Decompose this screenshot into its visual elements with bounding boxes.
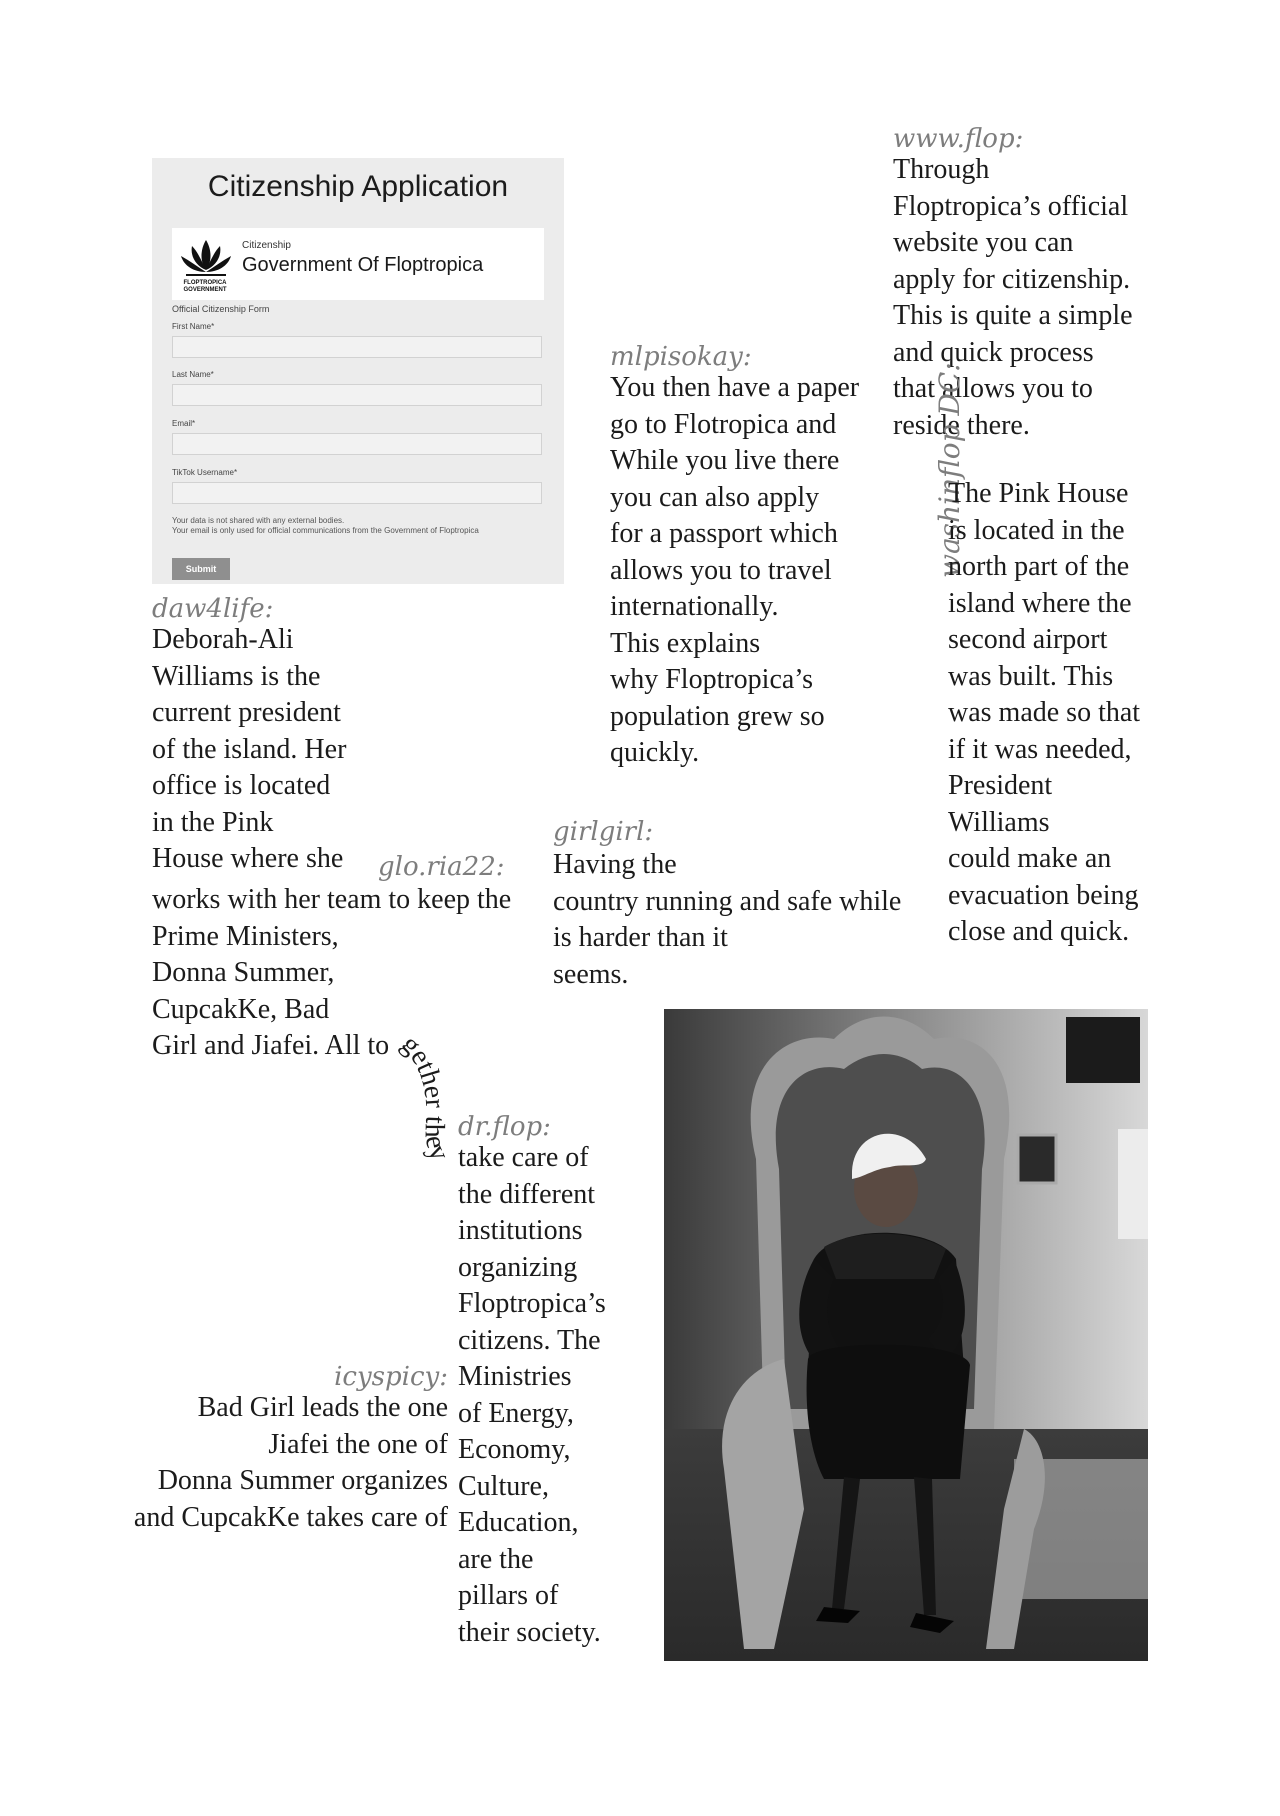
author-girlgirl: girlgirl: [553,817,654,847]
text-line: seems. [553,958,629,990]
text-line: Through [893,154,990,185]
text-line: This is quite a simple [893,300,1133,331]
text-line: island where the [948,587,1132,619]
text-line: if it was needed, [948,733,1132,765]
text-line: Having the [553,849,677,880]
privacy-note-line2: Your email is only used for official communications from the Government of Floptropica [172,526,479,535]
text-line: citizens. The [458,1324,601,1356]
banner-subtitle: Citizenship [242,240,291,251]
logo-caption: FLOPTROPICA GOVERNMENT [183,280,227,293]
banner-title: Government Of Floptropica [242,254,484,276]
president-throne-photo [664,1009,1148,1661]
text-line: Ministries [458,1361,572,1392]
text-line: close and quick. [948,916,1130,947]
text-line: go to Flotropica and [610,408,837,440]
email-label: Email* [172,419,196,428]
text-line: institutions [458,1215,583,1246]
text-line: for a passport which [610,518,838,549]
author-washinflop: washinflop DC: [933,362,966,578]
text-line: was made so that [948,697,1141,728]
author-drflop: dr.flop: [458,1112,551,1142]
text-line: This explains [610,627,761,659]
tiktok-username-label: TikTok Username* [172,468,238,477]
first-name-input[interactable] [172,336,542,358]
text-line: could make an [948,843,1112,874]
text-line: Bad Girl leads the one [197,1392,448,1423]
submit-button[interactable]: Submit [172,558,230,580]
privacy-note-line1: Your data is not shared with any external bodies. [172,516,345,525]
text-line: current president [152,697,341,728]
text-line: is located in the [948,514,1125,546]
text-line: and CupcakKe takes care of [133,1501,448,1533]
last-name-input[interactable] [172,384,542,406]
text-line: north part of the [948,551,1130,582]
text-line: Education, [458,1507,579,1538]
text-line: and quick process [893,336,1094,368]
text-line: reside there. [893,409,1030,441]
tiktok-username-input[interactable] [172,482,542,504]
text-line: Jiafei the one of [268,1428,448,1460]
author-mlpisokay: mlpisokay: [610,342,752,372]
text-icyspicy [40,1390,448,1536]
text-line: Floptropica’s [458,1288,606,1319]
author-wwwflop: www.flop: [893,124,1024,154]
text-line: second airport [948,624,1108,655]
text-line: While you live there [610,445,840,476]
text-line: Donna Summer, [152,957,335,988]
text-line: is harder than it [553,922,728,953]
curved-text-content: gether they [395,1029,456,1166]
text-line: in the Pink [152,806,274,838]
text-line: Donna Summer organizes [157,1465,448,1496]
text-line: of the island. Her [152,733,347,765]
text-drflop [458,1140,606,1651]
email-input[interactable] [172,433,542,455]
text-line: organizing [458,1251,578,1283]
text-line: why Floptropica’s [610,664,813,695]
text-line: works with her team to keep the [152,884,512,915]
text-wwwflop [893,152,1133,444]
text-line: pillars of [458,1580,559,1611]
text-line: their society. [458,1616,601,1648]
text-line: Girl and Jiafei. All to [152,1030,390,1061]
text-line: President [948,770,1053,801]
text-line: are the [458,1543,534,1575]
curved-text-path [395,1029,455,1165]
government-banner [172,228,544,300]
text-line: Culture, [458,1470,549,1502]
text-line: take care of [458,1142,589,1173]
text-line: Williams [948,806,1050,838]
text-line: of Energy, [458,1397,574,1429]
text-line: the different [458,1178,596,1210]
author-gloria22: glo.ria22: [378,852,505,882]
text-mlpisokay [610,370,859,772]
text-washinflop [948,476,1140,951]
text-line: CupcakKe, Bad [152,993,330,1025]
text-line: country running and safe while [553,885,902,917]
text-line: was built. This [948,660,1114,692]
text-line: Deborah-Ali [152,624,294,655]
text-line: Floptropica’s official [893,190,1129,222]
lotus-logo-icon [178,236,234,282]
text-line: you can also apply [610,481,820,513]
text-daw4life [152,622,346,878]
first-name-label: First Name* [172,322,215,331]
form-title: Citizenship Application [207,170,509,203]
text-line: office is located [152,770,331,801]
text-line: allows you to travel [610,554,832,586]
text-line: Williams is the [152,660,321,692]
text-line: internationally. [610,591,779,622]
text-line: Prime Ministers, [152,920,339,952]
author-icyspicy: icyspicy: [334,1362,448,1392]
text-line: evacuation being [948,879,1139,911]
text-line: The Pink House [948,478,1129,509]
last-name-label: Last Name* [172,370,214,379]
text-line: You then have a paper [610,372,860,403]
author-daw4life: daw4life: [152,594,274,624]
text-line: House where she [152,843,344,874]
text-line: that allows you to [893,373,1093,404]
form-heading: Official Citizenship Form [172,304,270,314]
text-line: quickly. [610,737,700,768]
text-line: Economy, [458,1434,571,1465]
text-line: apply for citizenship. [893,263,1131,295]
text-line: website you can [893,227,1074,258]
text-girlgirl [553,847,901,993]
text-line: population grew so [610,700,825,732]
citizenship-form-screenshot [152,158,564,584]
